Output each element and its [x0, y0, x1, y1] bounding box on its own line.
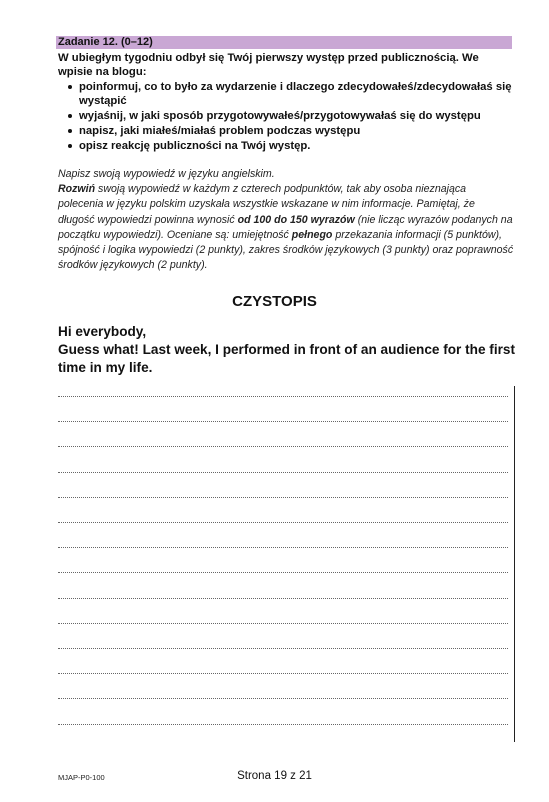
writing-line[interactable] — [58, 497, 508, 498]
task-intro: W ubiegłym tygodniu odbył się Twój pierwszy występ przed publicznością. We wpisie na blogu: — [58, 52, 479, 78]
writing-line[interactable] — [58, 572, 508, 573]
task-bullet: opisz reakcję publiczności na Twój występ. — [66, 139, 514, 153]
writing-line[interactable] — [58, 724, 508, 725]
instructions-language: Napisz swoją wypowiedź w języku angielskim. — [58, 168, 275, 180]
instructions-body — [58, 182, 514, 273]
writing-line[interactable] — [58, 673, 508, 674]
writing-line[interactable] — [58, 547, 508, 548]
task-header: Zadanie 12. (0–12) — [56, 36, 512, 49]
section-title: CZYSTOPIS — [232, 293, 317, 310]
writing-line[interactable] — [58, 648, 508, 649]
page-number: Strona 19 z 21 — [237, 770, 312, 782]
writing-line[interactable] — [58, 396, 508, 397]
instructions-rozwin: Rozwiń — [58, 183, 96, 196]
essay-opening: Guess what! Last week, I performed in front of an audience for the first time in my life. — [58, 342, 515, 375]
instructions-part2: swoją wypowiedź w każdym z czterech podpunktów, tak aby osoba nieznająca polecenia w języku polskim uzyskała wszystkie wskazane w nim informacje. Pamiętaj, że długość wypowiedzi powinna wynosić — [58, 183, 475, 226]
essay-greeting: Hi everybody, — [58, 324, 147, 339]
writing-line[interactable] — [58, 472, 508, 473]
writing-line[interactable] — [58, 446, 508, 447]
writing-line[interactable] — [58, 522, 508, 523]
writing-line[interactable] — [58, 623, 508, 624]
instructions — [58, 167, 514, 273]
writing-area[interactable] — [58, 386, 515, 742]
instructions-part3: (nie licząc wyrazów podanych na początku wypowiedzi). Oceniane są: umiejętność — [58, 213, 513, 241]
writing-line[interactable] — [58, 598, 508, 599]
instructions-pelnego: pełnego — [291, 228, 333, 241]
essay-start — [58, 323, 518, 377]
writing-line[interactable] — [58, 421, 508, 422]
footer-code: MJAP-P0-100 — [58, 773, 105, 782]
task-bullet-list — [66, 80, 514, 154]
task-bullet: poinformuj, co to było za wydarzenie i dlaczego zdecydowałeś/zdecydowałaś się wystąpić — [66, 80, 514, 108]
instructions-part4: przekazania informacji (5 punktów), spójność i logika wypowiedzi (2 punkty), zakres środków językowych (3 punkty) oraz poprawność środków językowych (2 punkty). — [58, 228, 514, 272]
instructions-word-count: od 100 do 150 wyrazów — [237, 213, 355, 226]
writing-line[interactable] — [58, 698, 508, 699]
task-bullet: napisz, jaki miałeś/miałaś problem podczas występu — [66, 124, 514, 138]
task-bullet: wyjaśnij, w jaki sposób przygotowywałeś/przygotowywałaś się do występu — [66, 109, 514, 123]
